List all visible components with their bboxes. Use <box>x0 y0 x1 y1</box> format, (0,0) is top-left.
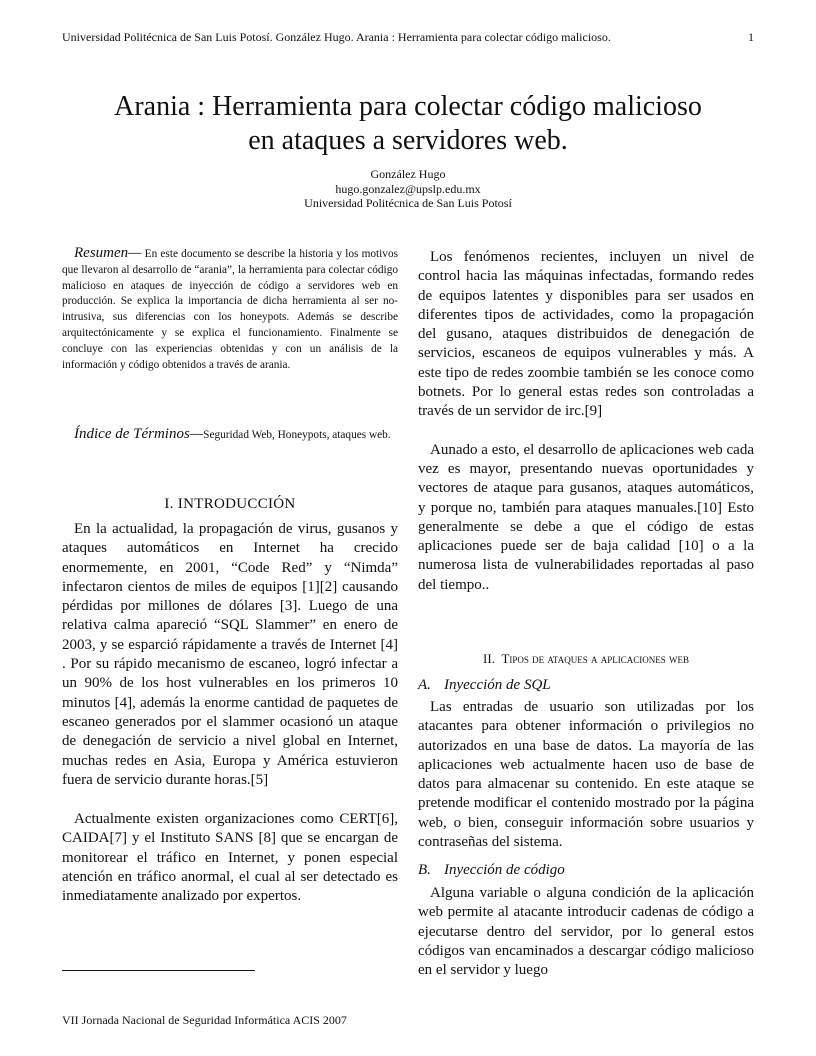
abstract-label: Resumen— <box>74 245 142 261</box>
paper-title-line-1: Arania : Herramienta para colectar código malicioso <box>114 91 702 122</box>
footnote-rule <box>62 970 255 971</box>
author-block <box>0 167 816 211</box>
paper-title-line-2: en ataques a servidores web. <box>248 125 568 156</box>
section-1-body <box>62 520 398 907</box>
page-footer: VII Jornada Nacional de Seguridad Informática ACIS 2007 <box>62 1013 347 1027</box>
index-terms-text: Seguridad Web, Honeypots, ataques web. <box>203 429 391 441</box>
subsection-a-heading <box>418 677 754 694</box>
section-1-heading: I. INTRODUCCIÓN <box>164 496 296 512</box>
subsection-b-title: Inyección de código <box>444 862 565 878</box>
abstract-text: En este documento se describe la historia y los motivos que llevaron al desarrollo de “arania”, la herramienta para colectar código malicioso en ataques de inyección de código a servidores web en producción. Se explica la importancia de dicha herramienta al ser no-intrusiva, sus diferencias con los honeypots. Además se describe arquitectónicamente y se explica el funcionamiento. Finalmente se concluye con las experiencias obtenidas y con un análisis de la información y código obtenidos a través de arania. <box>62 248 398 371</box>
body-paragraph: Los fenómenos recientes, incluyen un nivel de control hacia las máquinas infectadas, formando redes de equipos latentes y disponibles para ser usados en diferentes tipos de actividades, como la propagación del gusano, ataques distribuidos de denegación de servicios, escaneos de equipos vulnerables y más. A este tipo de redes zoombie también se les conoce como botnets. Por lo general estas redes son controladas a través de un servidor de irc.[9] <box>418 249 754 420</box>
section-2-heading <box>418 651 754 667</box>
author-email: hugo.gonzalez@upslp.edu.mx <box>335 181 481 196</box>
abstract <box>62 246 398 373</box>
body-paragraph: Actualmente existen organizaciones como CERT[6], CAIDA[7] y el Instituto SANS [8] que se encargan de monitorear el tráfico en Internet, y ponen especial atención en tráfico anormal, el cual al ser detectado es inmediatamente analizado por expertos. <box>62 811 398 905</box>
body-paragraph: En la actualidad, la propagación de virus, gusanos y ataques automáticos en Internet ha crecido enormemente, en 2001, “Code Red” y “Nimda” infectaron cientos de miles de equipos [1][2] causando pérdidas por millones de dólares [3]. Luego de una relativa calma apareció “SQL Slammer” en enero de 2003, y se esparció rápidamente a través de Internet [4] . Por su rápido mecanismo de escaneo, logró infectar a un 90% de los host vulnerables en los primeros 10 minutos [4], además la enorme cantidad de paquetes de escaneo generados por el slammer ocasionó un ataque de denegación de servicio a nivel global en Internet, muchas redes en Asia, Europa y América estuvieron fuera de servicio durante horas.[5] <box>62 521 398 788</box>
section-2-numeral: II. <box>483 651 495 666</box>
subsection-b-heading <box>418 862 754 879</box>
page-number: 1 <box>748 30 754 44</box>
running-header: Universidad Politécnica de San Luis Potosí. González Hugo. Arania : Herramienta para colectar código malicioso. <box>62 30 611 44</box>
subsection-a-title: Inyección de SQL <box>444 677 551 693</box>
index-terms-paragraph <box>62 426 398 444</box>
subsection-b-letter: B. <box>418 862 431 878</box>
section-1-continuation <box>418 248 754 595</box>
body-paragraph: Alguna variable o alguna condición de la aplicación web permite al atacante introducir cadenas de código a ejecutarse dentro del servidor, por lo general estos códigos van encaminados a descargar código malicioso en el servidor y luego <box>418 885 754 979</box>
subsection-a-body <box>418 698 754 852</box>
index-terms <box>62 426 398 444</box>
body-paragraph: Las entradas de usuario son utilizadas por los atacantes para obtener información o privilegios no autorizados en una base de datos. La mayoría de las aplicaciones web actualmente hacen uso de base de datos para almacenar su contenido. En este ataque se pretende modificar el contenido mostrado por la página web, o bien, conseguir información sobre usuarios y contraseñas del sistema. <box>418 699 754 851</box>
abstract-paragraph <box>62 246 398 373</box>
author-name: González Hugo <box>370 167 446 181</box>
section-2-title: Tipos de ataques a aplicaciones web <box>501 651 689 666</box>
body-paragraph: Aunado a esto, el desarrollo de aplicaciones web cada vez es mayor, presentando nuevas oportunidades y vectores de ataque para gusanos, ataques automáticos, y porque no, también para ataques manuales.[10] Esto generalmente se debe a que el código de estas aplicaciones puede ser de baja calidad [10] o a la numerosa lista de vulnerabilidades reportadas al paso del tiempo.. <box>418 441 754 593</box>
subsection-a-letter: A. <box>418 677 431 693</box>
index-terms-label: Índice de Términos— <box>74 426 204 442</box>
subsection-b-body <box>418 884 754 980</box>
paper-title <box>0 90 816 158</box>
author-affiliation: Universidad Politécnica de San Luis Potosí <box>304 196 512 210</box>
